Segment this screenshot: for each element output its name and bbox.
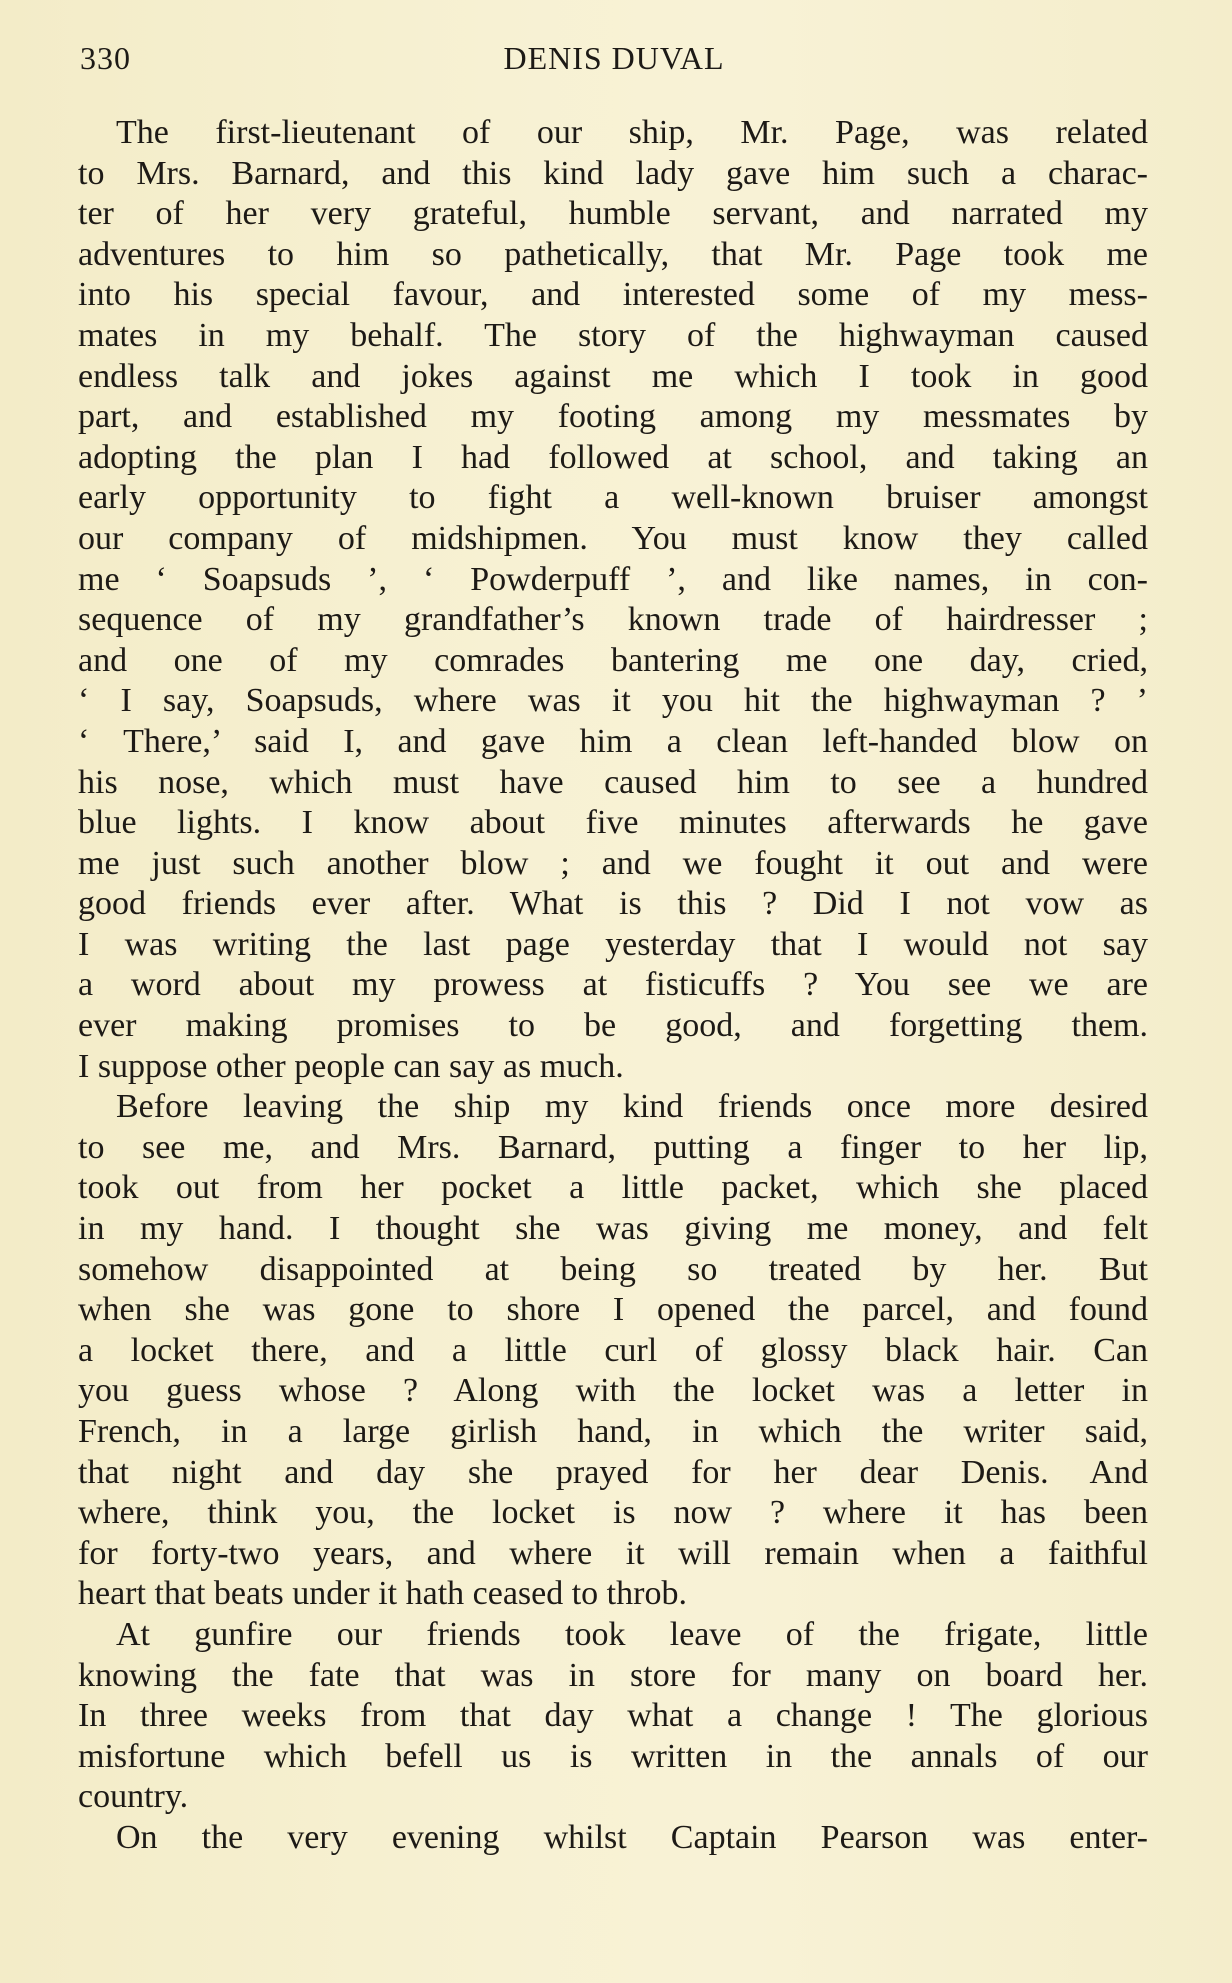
text-line: me just such another blow ; and we fought it out and were — [78, 844, 1148, 882]
text-line: our company of midshipmen. You must know they called — [78, 519, 1148, 557]
text-line: adopting the plan I had followed at school, and taking an — [78, 438, 1148, 476]
text-line: endless talk and jokes against me which I took in good — [78, 357, 1148, 395]
text-line: ‘ There,’ said I, and gave him a clean left-handed blow on — [78, 722, 1148, 760]
text-line: knowing the fate that was in store for many on board her. — [78, 1656, 1148, 1694]
text-line: a locket there, and a little curl of glossy black hair. Can — [78, 1331, 1148, 1369]
text-line: me ‘ Soapsuds ’, ‘ Powderpuff ’, and like names, in con- — [78, 560, 1148, 598]
text-line: On the very evening whilst Captain Pearson was enter- — [116, 1818, 1148, 1856]
text-line: a word about my prowess at fisticuffs ? You see we are — [78, 966, 1148, 1004]
text-line: adventures to him so pathetically, that Mr. Page took me — [78, 235, 1148, 273]
text-line: early opportunity to fight a well-known bruiser amongst — [78, 479, 1148, 517]
text-line: into his special favour, and interested some of my mess- — [78, 276, 1148, 314]
text-line: when she was gone to shore I opened the parcel, and found — [78, 1291, 1148, 1329]
text-line: I suppose other people can say as much. — [78, 1047, 624, 1085]
text-line: blue lights. I know about five minutes afterwards he gave — [78, 804, 1148, 842]
text-line: In three weeks from that day what a change ! The glorious — [78, 1697, 1148, 1735]
text-line: where, think you, the locket is now ? where it has been — [78, 1494, 1148, 1532]
running-head — [80, 40, 1148, 84]
text-line: good friends ever after. What is this ? Did I not vow as — [78, 885, 1148, 923]
text-line: ‘ I say, Soapsuds, where was it you hit the highwayman ? ’ — [78, 682, 1148, 720]
text-line: Before leaving the ship my kind friends once more desired — [116, 1088, 1148, 1126]
text-line: his nose, which must have caused him to see a hundred — [78, 763, 1148, 801]
text-line: somehow disappointed at being so treated by her. But — [78, 1250, 1148, 1288]
text-line: and one of my comrades bantering me one day, cried, — [78, 641, 1148, 679]
text-line: French, in a large girlish hand, in which the writer said, — [78, 1413, 1148, 1450]
text-line: for forty-two years, and where it will remain when a faithful — [78, 1534, 1148, 1572]
text-line: heart that beats under it hath ceased to throb. — [78, 1575, 687, 1613]
text-line: misfortune which befell us is written in the annals of our — [78, 1737, 1148, 1775]
text-line: ter of her very grateful, humble servant, and narrated my — [78, 195, 1148, 233]
text-line: The first-lieutenant of our ship, Mr. Page, was related — [116, 114, 1148, 151]
text-line: country. — [78, 1778, 189, 1816]
running-title: DENIS DUVAL — [503, 40, 725, 76]
text-line: you guess whose ? Along with the locket was a letter in — [78, 1372, 1148, 1410]
text-line: in my hand. I thought she was giving me money, and felt — [78, 1210, 1148, 1248]
text-line: sequence of my grandfather’s known trade of hairdresser ; — [78, 601, 1148, 639]
text-line: At gunfire our friends took leave of the frigate, little — [116, 1615, 1148, 1653]
text-line: I was writing the last page yesterday that I would not say — [78, 925, 1148, 963]
text-line: to Mrs. Barnard, and this kind lady gave him such a charac- — [78, 154, 1148, 192]
text-line: mates in my behalf. The story of the highwayman caused — [78, 316, 1148, 354]
text-line: ever making promises to be good, and forgetting them. — [78, 1007, 1148, 1045]
text-line: took out from her pocket a little packet, which she placed — [78, 1169, 1148, 1207]
text-line: that night and day she prayed for her dear Denis. And — [78, 1453, 1148, 1491]
text-line: part, and established my footing among my messmates by — [78, 398, 1148, 436]
page-number: 330 — [80, 40, 131, 76]
body-text — [78, 113, 1148, 1859]
text-line: to see me, and Mrs. Barnard, putting a finger to her lip, — [78, 1128, 1148, 1166]
